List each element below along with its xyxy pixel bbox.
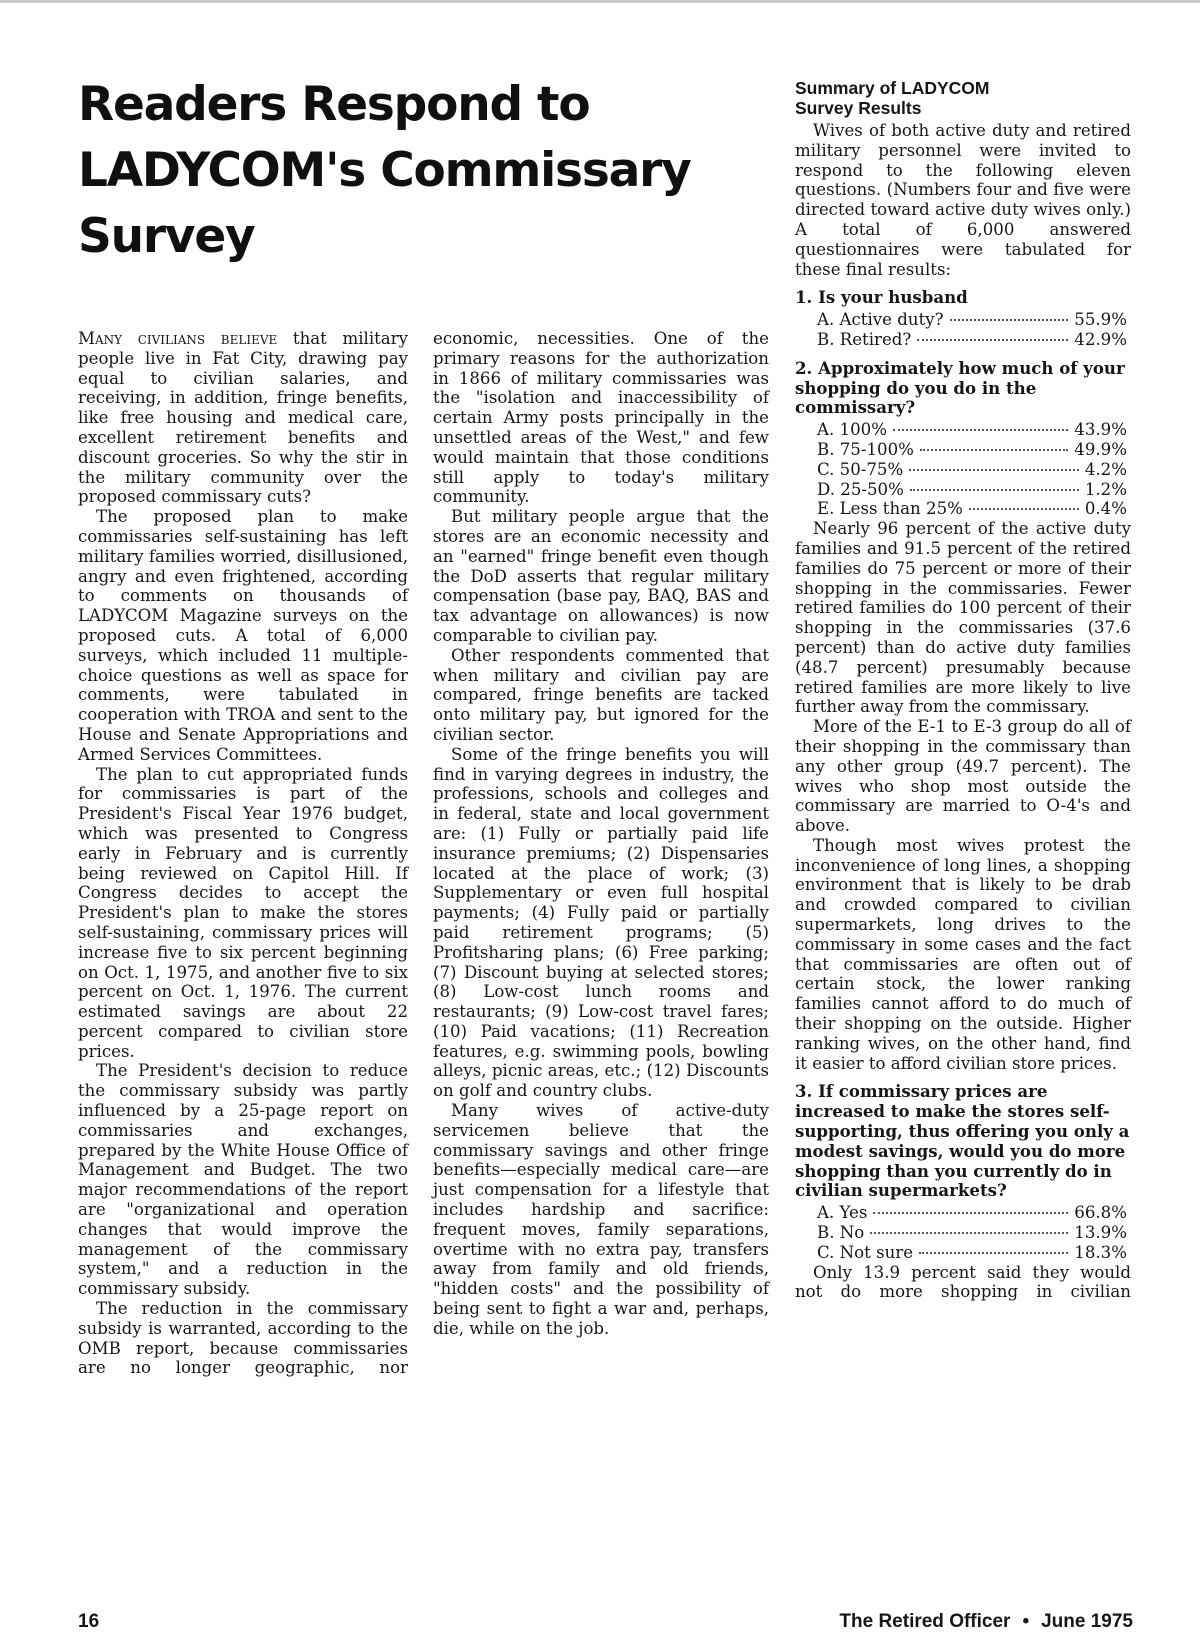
- question-3: 3. If commissary prices are increased to make the stores self-supporting, thus offering you only a modest savings, would you do more shopping than you currently do in civilian supermarkets?: [795, 1081, 1130, 1201]
- article-paragraph-3: The plan to cut appropriated funds for commissaries is part of the President's Fiscal Year 1976 budget, which was presented to Congress early in February and is currently being reviewed on Capitol Hill. If Congress decides to accept the President's plan to make the stores self-sustaining, commissary prices will increase five to six percent beginning on Oct. 1, 1975, and another five to six percent on Oct. 1, 1976. The current estimated savings are about 22 percent compared to civilian store prices.: [78, 764, 408, 1061]
- dot-leader: [950, 319, 1069, 321]
- question-2-answers: [795, 420, 1131, 519]
- answer-row: [795, 330, 1131, 350]
- answer-value: 43.9%: [1074, 420, 1127, 440]
- summary-paragraph-3: Though most wives protest the inconvenience of long lines, a shopping environment that is likely to be drab and crowded compared to civilian supermarkets, long drives to the commissary in some cases and the fact that commissaries are often out of certain stock, the lower ranking families cannot afford to do much of their shopping on the outside. Higher ranking wives, on the other hand, find it easier to afford civilian store prices.: [795, 835, 1131, 1073]
- answer-value: 13.9%: [1074, 1223, 1127, 1243]
- summary-intro: Wives of both active duty and retired military personnel were invited to respond to the following eleven questions. (Numbers four and five were directed toward active duty wives only.) A total of 6,000 answered questionnaires were tabulated for these final results:: [795, 121, 1131, 279]
- headline-line-2: LADYCOM's Commissary Survey: [78, 143, 691, 264]
- footer-bullet: •: [1022, 1611, 1030, 1632]
- answer-row: [795, 499, 1131, 519]
- dot-leader: [910, 489, 1079, 491]
- page-number: 16: [78, 1611, 100, 1632]
- summary-paragraph-4: Only 13.9 percent said they would not do more shopping in civilian: [795, 1262, 1131, 1302]
- answer-value: 42.9%: [1074, 329, 1127, 349]
- summary-heading-line-2: Survey Results: [795, 98, 922, 118]
- answer-value: 18.3%: [1074, 1242, 1127, 1262]
- answer-row: [795, 310, 1131, 330]
- issue-date: June 1975: [1041, 1611, 1133, 1632]
- article-paragraph-6: economic, necessities. One of the primary reasons for the authorization in 1866 of military commissaries was the "isolation and inaccessibility of certain Army posts principally in the unsettled areas of the West," and few would maintain that those conditions still apply to today's military community.: [433, 329, 769, 507]
- top-rule: [0, 0, 1200, 3]
- footer-publication: [839, 1611, 1133, 1633]
- summary-heading: [795, 78, 1131, 118]
- answer-row: [795, 440, 1131, 460]
- answer-label: C. Not sure: [817, 1242, 914, 1262]
- lead-in: Many civilians believe: [78, 329, 278, 348]
- article-paragraph-2: The proposed plan to make commissaries self-sustaining has left military families worried, disillusioned, angry and even frightened, according to comments on thousands of LADYCOM Magazine surveys on the proposed cuts. A total of 6,000 surveys, which included 11 multiple-choice questions as well as space for comments, were tabulated in cooperation with TROA and sent to the House and Senate Appropriations and Armed Services Committees.: [78, 507, 408, 764]
- dot-leader: [919, 1252, 1068, 1254]
- survey-summary-column: [795, 78, 1131, 1302]
- answer-value: 1.2%: [1084, 479, 1127, 499]
- answer-row: [795, 1243, 1131, 1263]
- dot-leader: [969, 508, 1079, 510]
- dot-leader: [873, 1212, 1068, 1214]
- article-paragraph-9: Some of the fringe benefits you will find in varying degrees in industry, the professions, schools and colleges and in federal, state and local government are: (1) Fully or partially paid life insurance premiums; (2) Dispensaries located at the place of work; (3) Supplementary or even full hospital payments; (4) Fully paid or partially paid retirement programs; (5) Profitsharing plans; (6) Free parking; (7) Discount buying at selected stores; (8) Low-cost lunch rooms and restaurants; (9) Low-cost travel fares; (10) Paid vacations; (11) Recreation features, e.g. swimming pools, bowling alleys, picnic areas, etc.; (12) Discounts on golf and country clubs.: [433, 744, 769, 1101]
- answer-value: 66.8%: [1074, 1203, 1127, 1223]
- publication-name: The Retired Officer: [839, 1611, 1011, 1632]
- article-column-2: [433, 329, 769, 1339]
- answer-value: 4.2%: [1084, 459, 1127, 479]
- dot-leader: [917, 339, 1068, 341]
- answer-value: 55.9%: [1074, 310, 1127, 330]
- answer-label: B. No: [817, 1223, 865, 1243]
- article-paragraph-8: Other respondents commented that when military and civilian pay are compared, fringe benefits are tacked onto military pay, but ignored for the civilian sector.: [433, 645, 769, 744]
- answer-row: [795, 1203, 1131, 1223]
- article-paragraph-10: Many wives of active-duty servicemen believe that the commissary savings and other fringe benefits—especially medical care—are just compensation for a lifestyle that includes hardship and sacrifice: frequent moves, family separations, overtime with no extra pay, transfers away from family and old friends, "hidden costs" and the possibility of being sent to fight a war and, perhaps, die, while on the job.: [433, 1101, 769, 1338]
- lead-paragraph-text: that military people live in Fat City, drawing pay equal to civilian salaries, and receiving, in addition, fringe benefits, like free housing and medical care, excellent retirement benefits and discount groceries. So why the stir in the military community over the proposed commissary cuts?: [78, 329, 408, 507]
- answer-value: 0.4%: [1084, 499, 1127, 519]
- answer-label: A. Yes: [817, 1203, 868, 1223]
- dot-leader: [920, 449, 1068, 451]
- answer-label: A. 100%: [817, 420, 887, 440]
- dot-leader: [893, 429, 1068, 431]
- dot-leader: [909, 469, 1079, 471]
- answer-row: [795, 1223, 1131, 1243]
- answer-label: E. Less than 25%: [817, 499, 963, 519]
- question-2: 2. Approximately how much of your shopping do you do in the commissary?: [795, 357, 1125, 418]
- answer-label: A. Active duty?: [817, 310, 944, 330]
- answer-row: [795, 420, 1131, 440]
- article-paragraph-4: The President's decision to reduce the commissary subsidy was partly influenced by a 25-page report on commissaries and exchanges, prepared by the White House Office of Management and Budget. The two major recommendations of the report are "organizational and operation changes that would improve the management of the commissary system," and a reduction in the commissary subsidy.: [78, 1061, 408, 1299]
- answer-row: [795, 480, 1131, 500]
- headline: [78, 72, 778, 270]
- answer-label: C. 50-75%: [817, 459, 904, 479]
- answer-label: B. Retired?: [817, 329, 912, 349]
- answer-label: D. 25-50%: [817, 479, 904, 499]
- question-1: 1. Is your husband: [795, 287, 968, 308]
- article-column-1: [78, 329, 408, 1378]
- article-paragraph-7: But military people argue that the stores are an economic necessity and an "earned" fringe benefit even though the DoD asserts that regular military compensation (base pay, BAQ, BAS and tax advantage on allowances) is now comparable to civilian pay.: [433, 507, 769, 645]
- dot-leader: [870, 1232, 1068, 1234]
- summary-paragraph-2: More of the E-1 to E-3 group do all of their shopping in the commissary than any other group (49.7 percent). The wives who shop most outside the commissary are married to O-4's and above.: [795, 717, 1131, 836]
- summary-heading-line-1: Summary of LADYCOM: [795, 78, 990, 98]
- article-paragraph-5: The reduction in the commissary subsidy is warranted, according to the OMB report, because commissaries are no longer geographic, nor: [78, 1299, 408, 1378]
- question-3-answers: [795, 1203, 1131, 1262]
- answer-row: [795, 460, 1131, 480]
- article-paragraph-1: [78, 329, 408, 507]
- answer-label: B. 75-100%: [817, 439, 914, 459]
- question-1-answers: [795, 310, 1131, 350]
- headline-line-1: Readers Respond to: [78, 77, 590, 132]
- answer-value: 49.9%: [1074, 439, 1127, 459]
- summary-paragraph-1: Nearly 96 percent of the active duty families and 91.5 percent of the retired families do 75 percent or more of their shopping in the commissaries. Fewer retired families do 100 percent of their shopping in the commissaries (37.6 percent) than do active duty families (48.7 percent) presumably because retired families are more likely to live further away from the commissary.: [795, 519, 1131, 717]
